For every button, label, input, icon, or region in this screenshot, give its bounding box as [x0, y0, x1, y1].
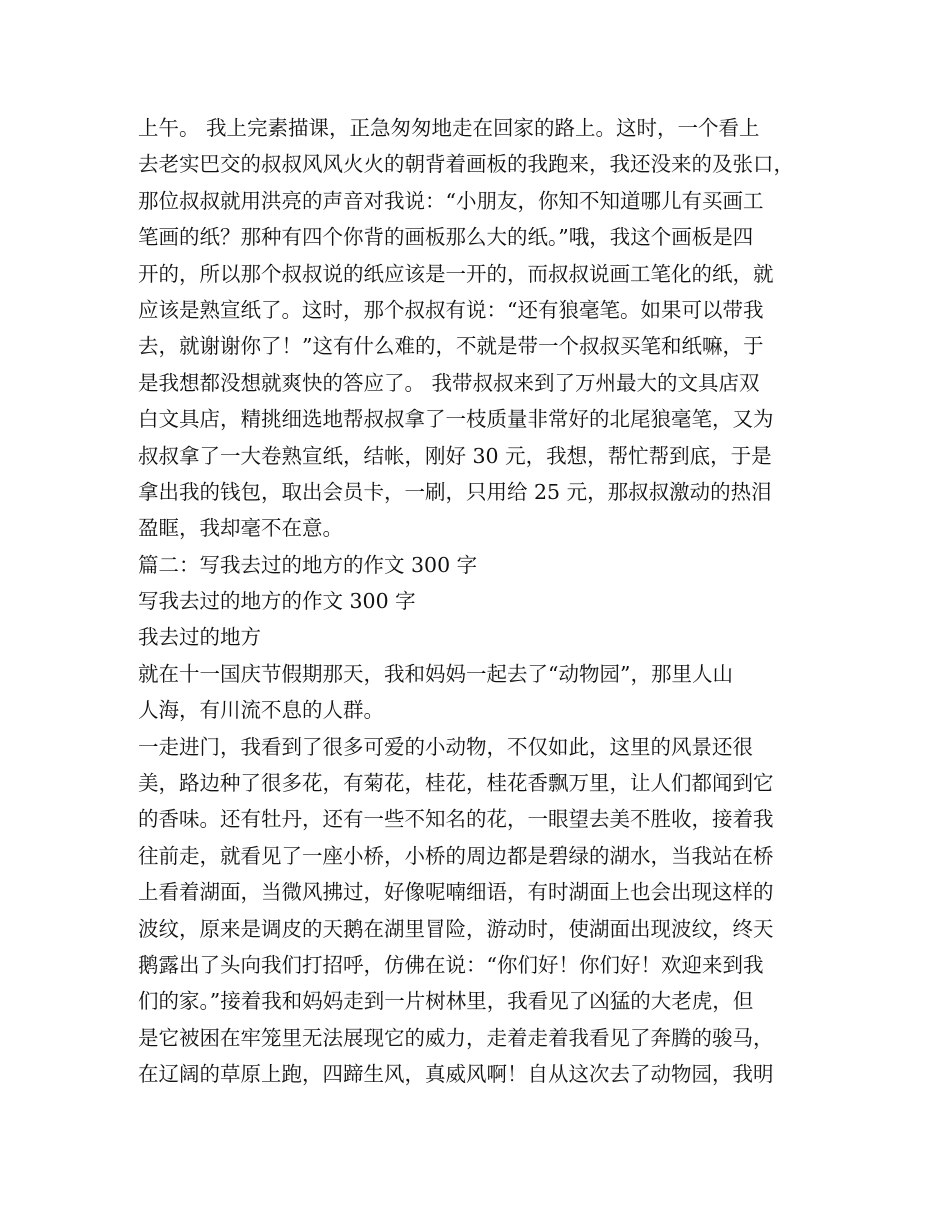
text-line: 盈眶，我却毫不在意。	[138, 516, 343, 541]
text-line: 笔画的纸？那种有四个你背的画板那么大的纸。”哦，我这个画板是四	[138, 225, 754, 250]
text-line: 美，路边种了很多花，有菊花，桂花，桂花香飘万里，让人们都闻到它	[138, 771, 774, 796]
text-line: 人海，有川流不息的人群。	[138, 698, 384, 723]
text-line: 上看着湖面，当微风拂过，好像呢喃细语，有时湖面上也会出现这样的	[138, 880, 774, 905]
text-line: 去老实巴交的叔叔风风火火的朝背着画板的我跑来，我还没来的及张口，	[138, 152, 794, 177]
text-line: 开的，所以那个叔叔说的纸应该是一开的，而叔叔说画工笔化的纸，就	[138, 261, 774, 286]
text-line: 拿出我的钱包，取出会员卡，一刷，只用给 25 元，那叔叔激动的热泪	[138, 479, 772, 504]
section-heading: 篇二：写我去过的地方的作文 300 字	[138, 552, 478, 577]
text-line: 们的家。”接着我和妈妈走到一片树林里，我看见了凶猛的大老虎，但	[138, 989, 754, 1014]
text-line: 应该是熟宣纸了。这时，那个叔叔有说：“还有狼毫笔。如果可以带我	[138, 297, 764, 322]
text-line: 的香味。还有牡丹，还有一些不知名的花，一眼望去美不胜收，接着我	[138, 807, 774, 832]
text-line: 鹅露出了头向我们打招呼，仿佛在说：“你们好！你们好！欢迎来到我	[138, 952, 764, 977]
text-line: 是它被困在牢笼里无法展现它的威力，走着走着我看见了奔腾的骏马，	[138, 1025, 774, 1050]
text-line: 那位叔叔就用洪亮的声音对我说：“小朋友，你知不知道哪儿有买画工	[138, 188, 764, 213]
text-line: 白文具店，精挑细选地帮叔叔拿了一枝质量非常好的北尾狼毫笔，又为	[138, 407, 774, 432]
essay-title: 写我去过的地方的作文 300 字	[138, 589, 416, 614]
essay-subtitle: 我去过的地方	[138, 625, 261, 650]
document-body	[138, 110, 818, 1093]
text-line: 一走进门，我看到了很多可爱的小动物，不仅如此，这里的风景还很	[138, 734, 753, 759]
text-line: 去，就谢谢你了！”这有什么难的，不就是带一个叔叔买笔和纸嘛，于	[138, 334, 764, 359]
text-line: 就在十一国庆节假期那天，我和妈妈一起去了“动物园”，那里人山	[138, 661, 733, 686]
text-line: 在辽阔的草原上跑，四蹄生风，真威风啊！自从这次去了动物园，我明	[138, 1062, 774, 1087]
text-line: 往前走，就看见了一座小桥，小桥的周边都是碧绿的湖水，当我站在桥	[138, 843, 774, 868]
text-line: 波纹，原来是调皮的天鹅在湖里冒险，游动时，使湖面出现波纹，终天	[138, 916, 774, 941]
text-line: 上午。 我上完素描课，正急匆匆地走在回家的路上。这时，一个看上	[138, 116, 760, 140]
text-line: 叔叔拿了一大卷熟宣纸，结帐，刚好 30 元，我想，帮忙帮到底，于是	[138, 443, 772, 468]
text-line: 是我想都没想就爽快的答应了。 我带叔叔来到了万州最大的文具店双	[138, 370, 760, 395]
